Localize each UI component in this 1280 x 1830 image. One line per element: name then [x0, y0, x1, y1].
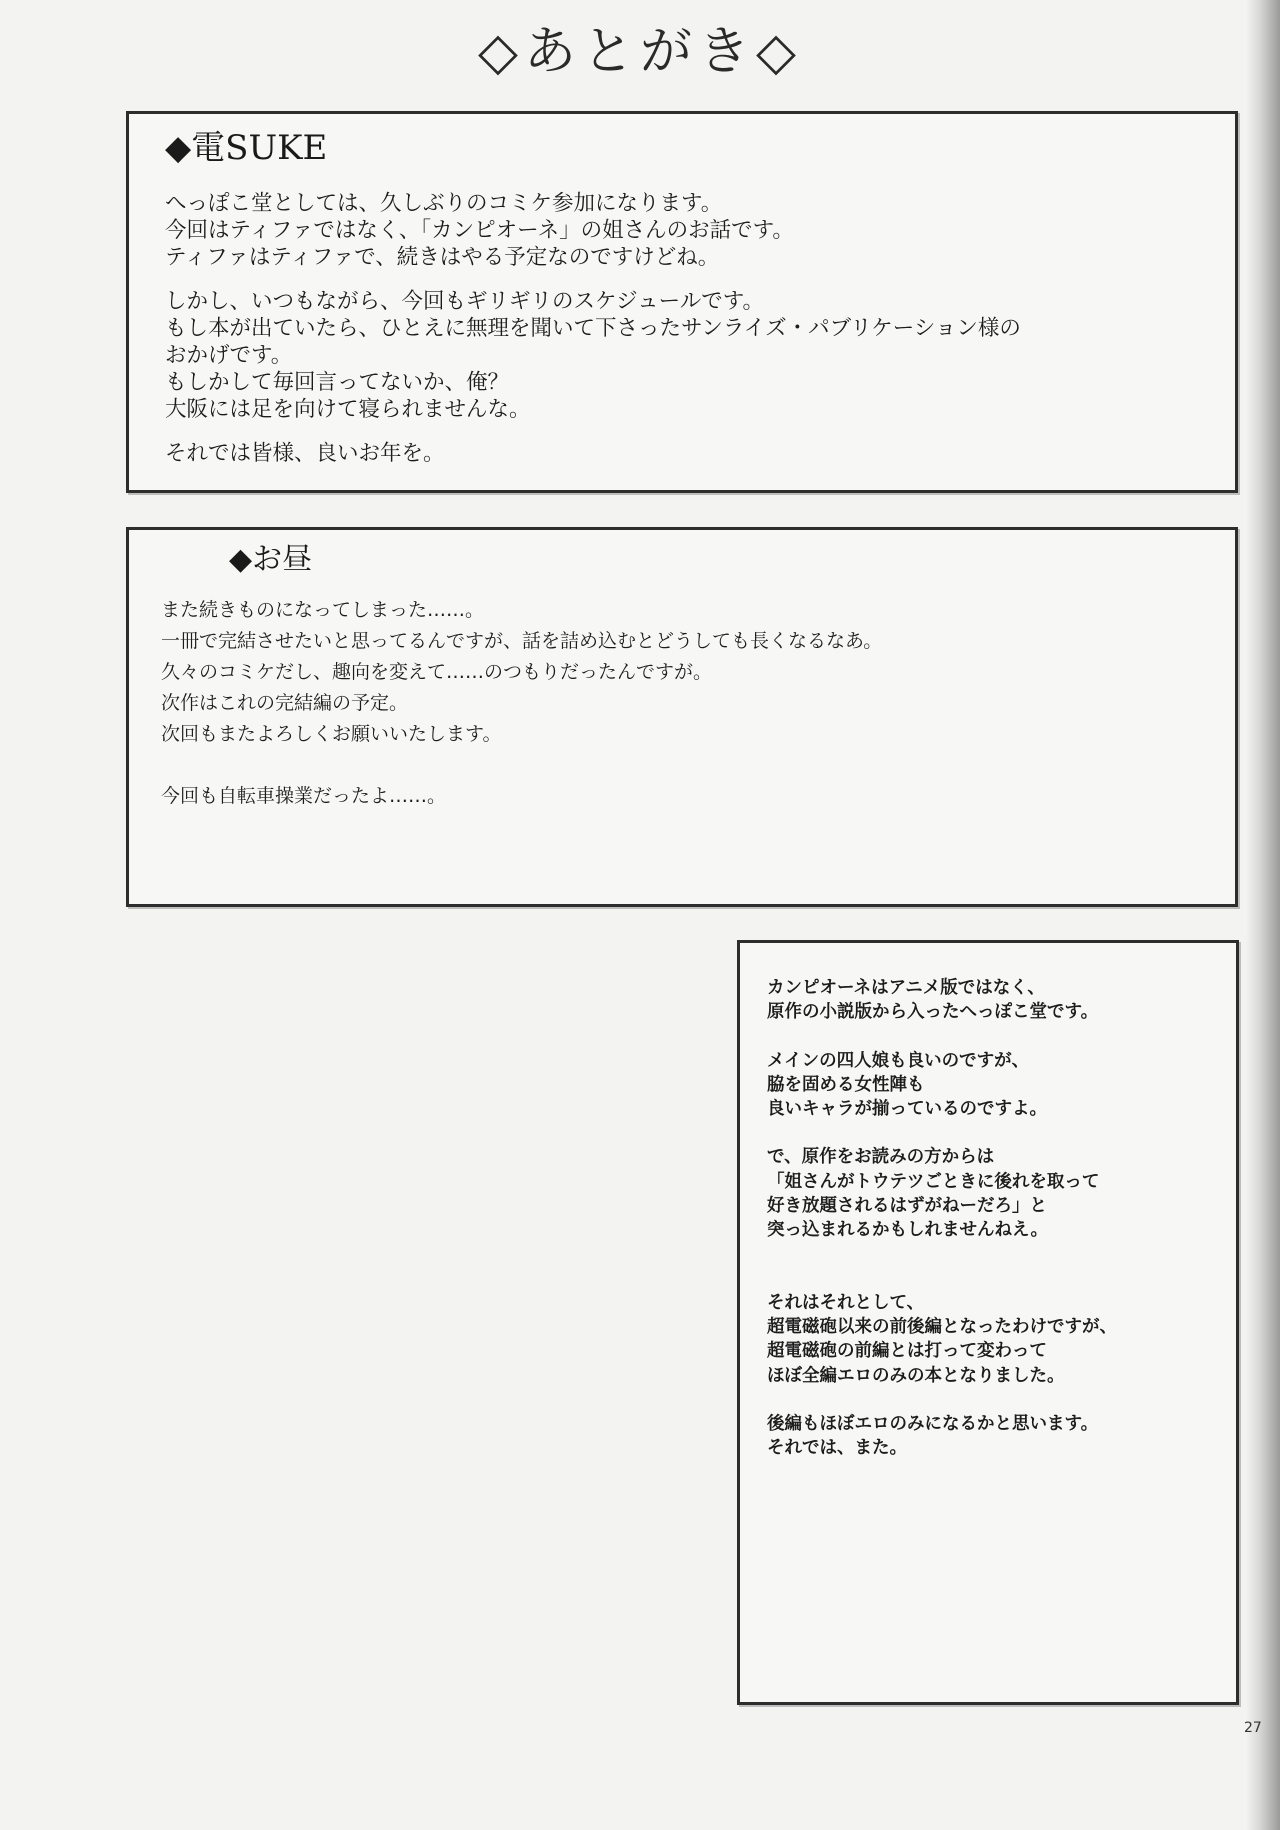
text-line: 好き放題されるはずがねーだろ」と [767, 1196, 1047, 1217]
text-line: 突っ込まれるかもしれませんねえ。 [767, 1220, 1049, 1241]
text-line: ティファはティファで、続きはやる予定なのですけどね。 [165, 245, 720, 270]
text-line: それでは、また。 [767, 1438, 907, 1459]
section-heading-densuke: ◆電SUKE [165, 128, 328, 168]
text-line: 今回はティファではなく、「カンピオーネ」の姐さんのお話です。 [165, 218, 794, 243]
afterword-box-ohiru [126, 527, 1238, 907]
text-line: おかげです。 [165, 343, 293, 368]
text-line: それでは皆様、良いお年を。 [165, 441, 445, 466]
text-line: 大阪には足を向けて寝られませんな。 [165, 397, 531, 422]
text-line: 良いキャラが揃っているのですよ。 [767, 1099, 1047, 1120]
text-line: カンピオーネはアニメ版ではなく、 [767, 978, 1045, 998]
text-line: 一冊で完結させたいと思ってるんですが、話を詰め込むとどうしても長くなるなあ。 [161, 630, 883, 652]
text-line: 久々のコミケだし、趣向を変えて……のつもりだったんですが。 [161, 661, 713, 683]
text-line: メインの四人娘も良いのですが、 [767, 1050, 1030, 1071]
text-line: 後編もほぼエロのみになるかと思います。 [767, 1413, 1099, 1434]
text-line: もしかして毎回言ってないか、俺？ [165, 370, 510, 395]
section-body-ohiru [161, 595, 882, 812]
text-line: 次回もまたよろしくお願いいたします。 [161, 723, 502, 745]
text-line: 次作はこれの完結編の予定。 [161, 692, 409, 714]
section-body-densuke [165, 190, 1021, 467]
text-line: ほぼ全編エロのみの本となりました。 [767, 1365, 1065, 1386]
page-number: 27 [1244, 1720, 1262, 1736]
text-line: 「姐さんがトウテツごときに後れを取って [767, 1171, 1100, 1192]
page-title: ◇あとがき◇ [478, 22, 802, 82]
text-line: もし本が出ていたら、ひとえに無理を聞いて下さったサンライズ・パブリケーション様の [165, 316, 1021, 341]
section-heading-ohiru: ◆お昼 [229, 542, 313, 577]
afterword-box-densuke [126, 111, 1238, 493]
text-line: 今回も自転車操業だったよ……。 [161, 785, 447, 807]
text-line: それはそれとして、 [767, 1292, 925, 1313]
scan-edge-shadow [1246, 0, 1280, 1830]
afterword-box-notes [737, 940, 1239, 1705]
text-line: で、原作をお読みの方からは [767, 1147, 995, 1168]
text-line: しかし、いつもながら、今回もギリギリのスケジュールです。 [165, 289, 764, 314]
text-line: また続きものになってしまった……。 [161, 599, 485, 621]
text-line: 原作の小説版から入ったへっぽこ堂です。 [767, 1002, 1099, 1023]
text-line: 超電磁砲の前編とは打って変わって [767, 1341, 1047, 1362]
section-body-notes [767, 976, 1117, 1460]
text-line: 超電磁砲以来の前後編となったわけですが、 [767, 1316, 1117, 1337]
text-line: へっぽこ堂としては、久しぶりのコミケ参加になります。 [165, 191, 723, 216]
text-line: 脇を固める女性陣も [767, 1074, 925, 1095]
